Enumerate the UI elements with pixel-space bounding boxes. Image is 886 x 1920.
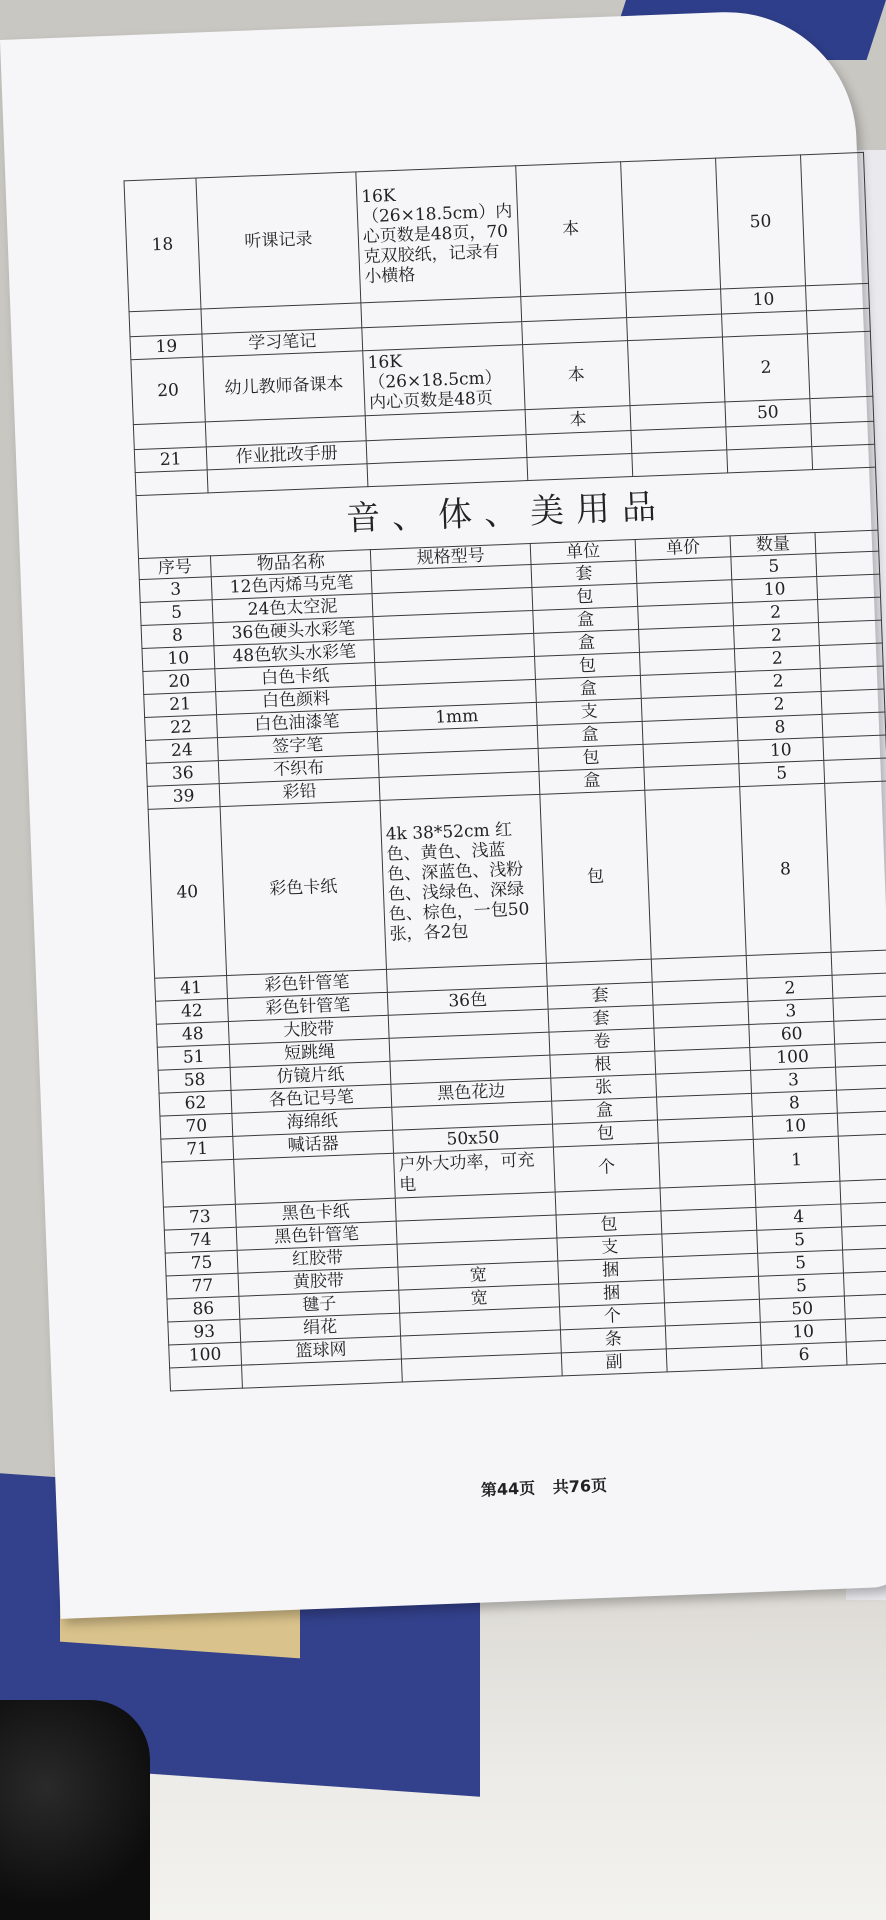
cell-blank <box>835 1042 886 1067</box>
cell-blank <box>843 1248 886 1273</box>
cell-qty: 8 <box>737 714 823 740</box>
cell-qty: 6 <box>761 1342 847 1368</box>
cell-no: 77 <box>166 1273 239 1299</box>
cell-blank <box>821 689 885 714</box>
cell-unit: 根 <box>550 1051 656 1078</box>
cell-no: 58 <box>158 1067 231 1093</box>
cell-name <box>242 1359 403 1388</box>
cell-name: 短跳绳 <box>229 1038 390 1067</box>
cell-spec: 16K（26×18.5cm）内心页数是48页，70克双胶纸，记录有小横格 <box>356 166 521 303</box>
cell-qty: 10 <box>738 737 824 763</box>
cell-no: 51 <box>157 1044 230 1070</box>
cell-unit: 个 <box>560 1303 666 1330</box>
page-content <box>123 152 886 1500</box>
cell-qty <box>727 447 813 473</box>
cell-blank <box>843 1271 886 1296</box>
cell-unit: 个 <box>553 1143 660 1192</box>
cell-unit: 包 <box>556 1211 662 1238</box>
cell-qty: 10 <box>721 286 807 314</box>
cell-blank <box>800 152 868 285</box>
cell-blank <box>812 444 876 469</box>
cell-no: 39 <box>147 784 220 810</box>
cell-no <box>129 309 202 337</box>
cell-price <box>621 158 721 293</box>
cell-name: 大胶带 <box>228 1015 389 1044</box>
cell-unit: 本 <box>525 406 631 435</box>
cell-unit: 套 <box>547 982 653 1009</box>
cell-name: 绢花 <box>240 1313 401 1342</box>
header-blank <box>815 530 879 553</box>
cell-no: 75 <box>165 1250 238 1276</box>
cell-blank <box>833 996 886 1021</box>
cell-blank <box>846 1340 886 1365</box>
cell-name: 36色硬头水彩笔 <box>213 617 374 646</box>
cell-blank <box>806 283 870 310</box>
header-no: 序号 <box>139 556 212 580</box>
cell-qty: 2 <box>747 975 833 1001</box>
cell-no: 36 <box>146 761 219 787</box>
cell-qty: 50 <box>716 155 806 289</box>
cell-name: 作业批改手册 <box>206 441 367 470</box>
cell-no: 19 <box>130 334 203 360</box>
cell-qty: 50 <box>759 1296 845 1322</box>
cell-unit: 盒 <box>535 675 641 702</box>
cell-no: 21 <box>134 447 207 473</box>
cell-qty <box>746 952 832 978</box>
cell-blank <box>844 1294 886 1319</box>
top-table-body <box>124 152 876 495</box>
cell-price <box>626 289 722 318</box>
cell-blank <box>811 421 875 446</box>
cell-unit: 支 <box>557 1234 663 1261</box>
cell-qty: 1 <box>753 1136 840 1184</box>
cell-unit: 包 <box>553 1120 659 1147</box>
cell-name: 白色颜料 <box>216 686 377 715</box>
cell-qty <box>722 311 808 337</box>
cell-no: 100 <box>169 1342 242 1368</box>
cell-blank <box>822 712 886 737</box>
cell-blank <box>837 1111 886 1136</box>
cell-blank <box>841 1202 886 1227</box>
cell-blank <box>845 1317 886 1342</box>
cell-spec: 户外大功率，可充电 <box>394 1147 556 1198</box>
cell-no: 93 <box>168 1319 241 1345</box>
cell-spec: 4k 38*52cm 红色、黄色、浅蓝色、深蓝色、浅粉色、浅绿色、深绿色、棕色，一包50张，各2包 <box>380 794 546 969</box>
cell-no: 22 <box>145 715 218 741</box>
cell-qty: 2 <box>735 668 821 694</box>
cell-name: 黑色针管笔 <box>236 1221 397 1250</box>
page-total: 共76页 <box>552 1475 608 1497</box>
cell-qty <box>755 1181 841 1207</box>
cell-name: 彩色卡纸 <box>220 800 386 975</box>
cell-name: 12色丙烯马克笔 <box>211 571 372 600</box>
header-price: 单价 <box>635 536 731 561</box>
cell-name: 仿镜片纸 <box>230 1061 391 1090</box>
cell-spec: 黑色花边 <box>391 1078 552 1107</box>
cell-spec: 宽 <box>398 1261 559 1290</box>
cell-unit: 套 <box>548 1005 654 1032</box>
cell-name: 学习笔记 <box>202 328 363 357</box>
cell-unit: 盒 <box>539 767 645 794</box>
cell-blank <box>831 950 886 975</box>
cell-name: 红胶带 <box>237 1244 398 1273</box>
cell-qty: 4 <box>756 1204 842 1230</box>
cell-unit: 本 <box>516 162 626 297</box>
cell-name: 毽子 <box>239 1290 400 1319</box>
cell-name: 幼儿教师备课本 <box>203 351 365 422</box>
cell-blank <box>836 1088 886 1113</box>
cell-blank <box>838 1134 886 1181</box>
cell-no: 20 <box>131 357 205 425</box>
cell-qty: 5 <box>731 554 817 580</box>
cell-no: 40 <box>148 807 226 979</box>
cell-name: 彩色针管笔 <box>227 969 388 998</box>
cell-qty: 5 <box>758 1250 844 1276</box>
cell-no <box>170 1365 243 1391</box>
cell-spec: 36色 <box>387 986 548 1015</box>
cell-no <box>162 1159 236 1207</box>
page-footer <box>174 1461 886 1512</box>
cell-qty: 100 <box>750 1044 836 1070</box>
cell-no: 48 <box>156 1021 229 1047</box>
cell-name: 白色卡纸 <box>215 663 376 692</box>
section-title: 音、体、美用品 <box>136 467 878 558</box>
table-row <box>148 781 886 978</box>
cell-no: 21 <box>144 692 217 718</box>
cell-no: 74 <box>164 1227 237 1253</box>
cell-name: 不织布 <box>218 755 379 784</box>
cell-qty: 10 <box>752 1113 838 1139</box>
cell-no: 70 <box>160 1113 233 1139</box>
cell-blank <box>832 973 886 998</box>
cell-qty: 5 <box>759 1273 845 1299</box>
cell-name: 喊话器 <box>233 1130 394 1159</box>
cell-price <box>658 1139 755 1188</box>
cell-name: 24色太空泥 <box>212 594 373 623</box>
cell-unit: 包 <box>535 652 641 679</box>
cell-unit: 包 <box>532 583 638 610</box>
cell-no: 86 <box>167 1296 240 1322</box>
cell-qty: 2 <box>736 691 822 717</box>
cell-unit: 包 <box>540 790 651 963</box>
supply-table <box>123 152 886 1392</box>
cell-no: 71 <box>161 1136 234 1162</box>
cell-no: 3 <box>139 577 212 603</box>
cell-unit: 卷 <box>549 1028 655 1055</box>
cell-qty: 60 <box>749 1021 835 1047</box>
cell-name: 海绵纸 <box>232 1107 393 1136</box>
cell-no: 73 <box>163 1204 236 1230</box>
document-page <box>0 7 886 1619</box>
cell-qty: 2 <box>734 623 820 649</box>
cell-no: 42 <box>156 998 229 1024</box>
cell-unit: 盒 <box>552 1097 658 1124</box>
cell-name: 黑色卡纸 <box>235 1198 396 1227</box>
cell-unit: 盒 <box>537 721 643 748</box>
cell-name: 白色油漆笔 <box>217 709 378 738</box>
cell-name: 彩色针管笔 <box>227 992 388 1021</box>
cell-qty: 10 <box>760 1319 846 1345</box>
cell-qty: 3 <box>748 998 834 1024</box>
cell-blank <box>823 735 886 760</box>
cell-blank <box>842 1225 886 1250</box>
cell-no <box>135 470 208 496</box>
cell-price <box>628 337 725 406</box>
cell-price <box>630 402 726 431</box>
cell-unit: 张 <box>551 1074 657 1101</box>
cell-name: 听课记录 <box>196 172 361 309</box>
cell-qty <box>726 424 812 450</box>
cell-spec: 50x50 <box>393 1124 554 1153</box>
cell-unit: 捆 <box>559 1280 665 1307</box>
cell-no: 18 <box>124 178 201 312</box>
cell-no: 41 <box>155 975 228 1001</box>
cell-blank <box>820 666 884 691</box>
cell-blank <box>807 331 872 398</box>
cell-blank <box>824 758 886 783</box>
page-number: 第44页 <box>480 1478 536 1500</box>
cell-blank <box>817 574 881 599</box>
dark-object <box>0 1700 150 1920</box>
cell-no: 10 <box>142 646 215 672</box>
cell-name: 篮球网 <box>241 1336 402 1365</box>
cell-spec: 16K（26×18.5cm） 内心页数是48页 <box>363 345 525 416</box>
cell-name <box>234 1153 396 1204</box>
cell-unit: 盒 <box>534 629 640 656</box>
cell-blank <box>836 1065 886 1090</box>
cell-qty: 50 <box>725 399 811 427</box>
header-unit: 单位 <box>530 539 636 564</box>
cell-blank <box>819 643 883 668</box>
cell-name: 各色记号笔 <box>231 1084 392 1113</box>
cell-unit: 盒 <box>533 606 639 633</box>
cell-spec: 1mm <box>376 702 537 731</box>
cell-price <box>645 787 746 960</box>
cell-qty: 8 <box>740 783 831 955</box>
cell-blank <box>810 396 874 423</box>
cell-price <box>666 1345 762 1372</box>
header-spec: 规格型号 <box>370 544 531 571</box>
cell-name: 签字笔 <box>217 732 378 761</box>
header-name: 物品名称 <box>210 550 371 577</box>
cell-unit: 捆 <box>558 1257 664 1284</box>
cell-no: 24 <box>145 738 218 764</box>
cell-no: 20 <box>143 669 216 695</box>
cell-unit: 条 <box>560 1326 666 1353</box>
cell-name: 黄胶带 <box>238 1267 399 1296</box>
cell-qty: 8 <box>751 1090 837 1116</box>
cell-unit: 支 <box>536 698 642 725</box>
cell-qty: 2 <box>734 645 820 671</box>
header-qty: 数量 <box>730 533 816 557</box>
cell-qty: 3 <box>751 1067 837 1093</box>
cell-spec <box>401 1353 562 1382</box>
cell-blank <box>834 1019 886 1044</box>
cell-name: 彩铅 <box>219 777 380 806</box>
cell-blank <box>816 551 880 576</box>
cell-no: 62 <box>159 1090 232 1116</box>
cell-blank <box>825 781 886 952</box>
cell-blank <box>818 620 882 645</box>
main-table-body <box>139 551 886 1391</box>
cell-spec: 宽 <box>399 1284 560 1313</box>
cell-blank <box>840 1179 886 1204</box>
cell-unit: 套 <box>531 560 637 587</box>
cell-no <box>133 422 206 450</box>
cell-qty: 2 <box>733 600 819 626</box>
cell-blank <box>806 308 870 333</box>
cell-unit: 本 <box>523 341 630 410</box>
cell-unit: 副 <box>561 1349 667 1376</box>
cell-qty: 5 <box>739 760 825 786</box>
cell-name: 48色软头水彩笔 <box>214 640 375 669</box>
cell-qty: 2 <box>722 334 809 402</box>
cell-no: 8 <box>141 623 214 649</box>
cell-no: 5 <box>140 600 213 626</box>
cell-qty: 5 <box>757 1227 843 1253</box>
cell-qty: 10 <box>732 577 818 603</box>
cell-blank <box>818 597 882 622</box>
cell-unit: 包 <box>538 744 644 771</box>
